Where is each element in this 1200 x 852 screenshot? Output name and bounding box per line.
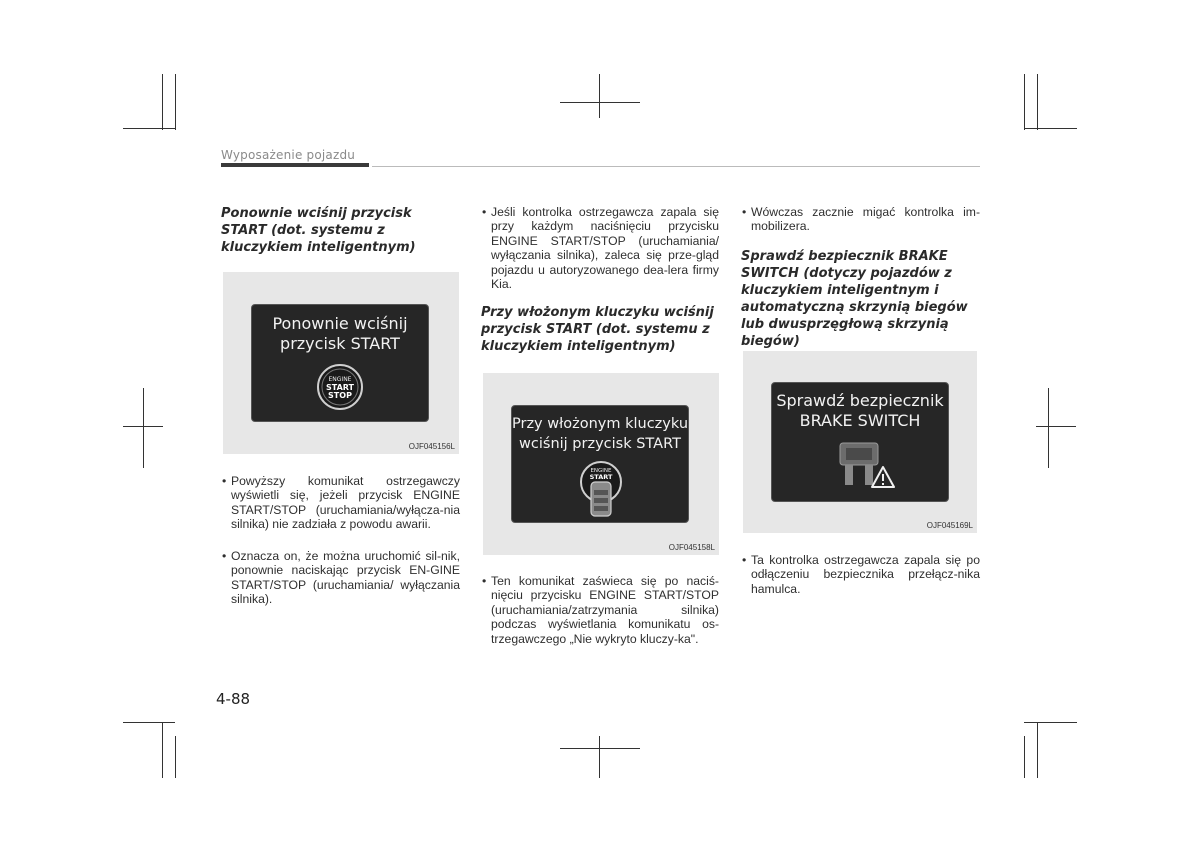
warning-triangle-icon (870, 465, 896, 489)
col3-top-bullet-text: Wówczas zacznie migać kontrolka im-mobilizera. (751, 205, 980, 234)
col2-top-bullet (482, 205, 719, 291)
col3-figure (743, 351, 977, 533)
bullet-mark: • (742, 553, 747, 567)
col2-screen-message: Przy włożonym kluczyku wciśnij przycisk START (512, 416, 689, 452)
page-number: 4-88 (216, 690, 251, 708)
header-rule-light (372, 166, 980, 167)
col1-bullet-2 (222, 549, 460, 607)
col1-screen-message: Ponownie wciśnij przycisk START (272, 314, 408, 353)
col3-display-screen (771, 382, 949, 502)
col2-top-bullet-text: Jeśli kontrolka ostrzegawcza zapala się przy każdym naciśnięciu przycisku ENGINE START/STOP (uruchamiania/ wyłączania silnika), zaleca się prze-gląd pojazdu u autoryzowanego dea-lera firmy Kia. (491, 205, 719, 292)
section-title: Wyposażenie pojazdu (221, 148, 356, 162)
col3-figure-code: OJF045169L (926, 521, 973, 530)
col3-bullet-1 (742, 553, 980, 596)
col1-figure-code: OJF045156L (408, 442, 455, 451)
bullet-mark: • (482, 205, 487, 219)
bullet-mark: • (482, 574, 487, 588)
col2-figure-code: OJF045158L (668, 543, 715, 552)
col3-bullet-1-text: Ta kontrolka ostrzegawcza zapala się po odłączeniu bezpiecznika przełącz-nika hamulca. (751, 553, 980, 596)
bullet-mark: • (742, 205, 747, 219)
col2-figure (483, 373, 719, 555)
col1-bullet-1 (222, 474, 460, 532)
col1-button-line-2: START (325, 383, 355, 392)
col3-top-bullet (742, 205, 980, 234)
col2-heading: Przy włożonym kluczyku wciśnij przycisk START (dot. systemu z kluczykiem inteligentnym) (481, 305, 714, 354)
col1-bullet-2-text: Oznacza on, że można uruchomić sil-nik, ponownie naciskając przycisk EN-GINE START/STOP (uruchamiania/ wyłączania silnika). (231, 549, 460, 607)
bullet-mark: • (222, 549, 227, 563)
smart-key-in-slot-icon (578, 460, 624, 520)
col2-button-line-2: START (589, 473, 613, 481)
col2-button-line-1: ENGINE (590, 468, 612, 474)
col2-bullet-1 (482, 574, 719, 646)
col3-screen-message: Sprawdź bezpiecznik BRAKE SWITCH (776, 391, 944, 430)
header-rule-dark (221, 163, 369, 167)
col1-button-line-1: ENGINE (328, 376, 352, 383)
col1-heading: Ponownie wciśnij przycisk START (dot. systemu z kluczykiem inteligentnym) (221, 206, 416, 255)
bullet-mark: • (222, 474, 227, 488)
col1-display-screen (251, 304, 429, 422)
col1-figure (223, 272, 459, 454)
col1-bullet-1-text: Powyższy komunikat ostrzegawczy wyświetli się, jeżeli przycisk ENGINE START/STOP (uruchamiania/wyłącza-nia silnika) nie zadziała z powodu awarii. (231, 474, 460, 532)
col1-button-line-3: STOP (328, 391, 352, 400)
engine-start-stop-button-icon (316, 363, 364, 411)
col3-heading: Sprawdź bezpiecznik BRAKE SWITCH (dotyczy pojazdów z kluczykiem inteligentnym i automatyczną skrzynią biegów lub dwusprzęgłową skrzynią biegów) (741, 249, 968, 349)
col2-display-screen (511, 405, 689, 523)
col2-bullet-1-text: Ten komunikat zaświeca się po naciś-nięciu przycisku ENGINE START/STOP (uruchamiania/zatrzymania silnika) podczas wyświetlania komunikatu os-trzegawczego „Nie wykryto kluczy-ka". (491, 574, 719, 646)
